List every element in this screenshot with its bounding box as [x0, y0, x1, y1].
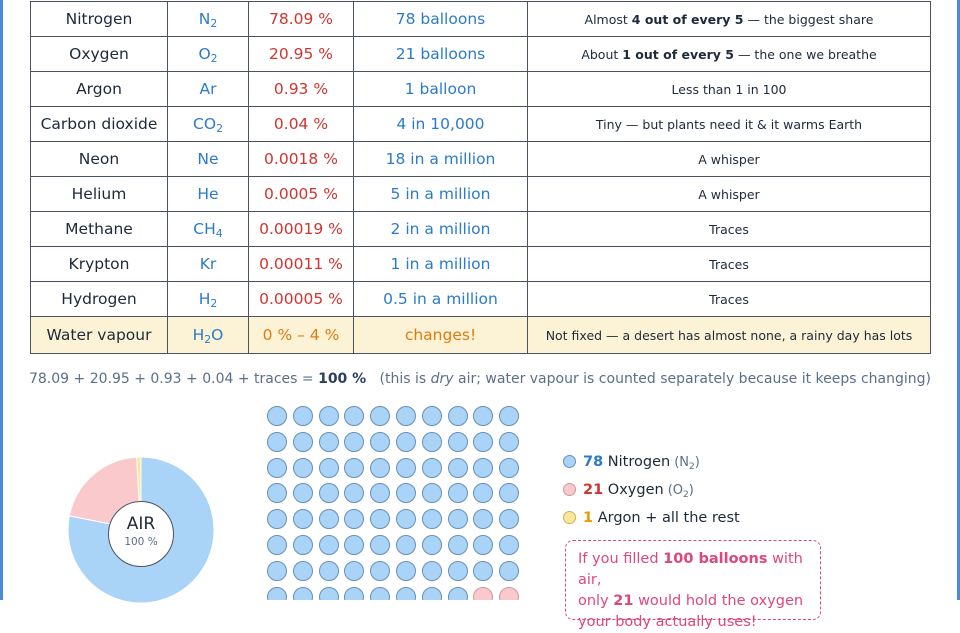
balloon-waffle-grid	[267, 406, 529, 600]
balloon-nitrogen	[422, 406, 442, 426]
balloon-nitrogen	[344, 561, 364, 581]
pie-center	[108, 501, 174, 567]
balloon-nitrogen	[499, 406, 519, 426]
balloon-nitrogen	[319, 483, 339, 503]
balloon-nitrogen	[344, 432, 364, 452]
balloon-nitrogen	[448, 535, 468, 555]
balloon-nitrogen	[499, 535, 519, 555]
balloon-nitrogen	[370, 432, 390, 452]
balloon-nitrogen	[319, 458, 339, 478]
gas-note: Almost 4 out of every 5 — the biggest share	[528, 2, 931, 37]
balloon-nitrogen	[319, 561, 339, 581]
balloon-nitrogen	[448, 458, 468, 478]
balloon-nitrogen	[422, 587, 442, 600]
note-line-1: If you filled 100 balloons with air,	[578, 551, 803, 588]
balloon-nitrogen	[396, 509, 416, 529]
legend-label: Argon + all the rest	[593, 510, 740, 526]
balloon-nitrogen	[370, 458, 390, 478]
table-row	[31, 247, 931, 282]
gas-formula: Kr	[168, 247, 249, 282]
pie-subtitle: 100 %	[124, 536, 158, 548]
gas-percent: 0.0018 %	[249, 142, 354, 177]
gas-formula: $N_2$	[168, 2, 249, 37]
gas-note: A whisper	[528, 177, 931, 212]
balloon-nitrogen	[267, 432, 287, 452]
gas-name: Oxygen	[31, 37, 168, 72]
table-row	[31, 142, 931, 177]
gas-balloons: 0.5 in a million	[354, 282, 528, 317]
balloon-nitrogen	[293, 432, 313, 452]
gas-note: Not fixed — a desert has almost none, a rainy day has lots	[528, 317, 931, 354]
balloon-nitrogen	[473, 509, 493, 529]
balloon-nitrogen	[267, 458, 287, 478]
balloon-nitrogen	[499, 432, 519, 452]
balloon-nitrogen	[267, 406, 287, 426]
gas-note: About 1 out of every 5 — the one we breathe	[528, 37, 931, 72]
balloon-nitrogen	[293, 561, 313, 581]
legend-count: 78	[583, 454, 604, 470]
table-row	[31, 37, 931, 72]
balloon-nitrogen	[293, 587, 313, 600]
balloon-nitrogen	[344, 483, 364, 503]
balloon-nitrogen	[267, 483, 287, 503]
balloon-oxygen	[499, 587, 519, 600]
balloon-nitrogen	[396, 432, 416, 452]
balloon-nitrogen	[448, 509, 468, 529]
table-row	[31, 2, 931, 37]
gas-percent: 0.04 %	[249, 107, 354, 142]
balloon-nitrogen	[370, 509, 390, 529]
other-swatch-icon	[563, 511, 576, 524]
balloon-nitrogen	[473, 535, 493, 555]
balloon-nitrogen	[422, 509, 442, 529]
gas-balloons: 78 balloons	[354, 2, 528, 37]
oxygen-swatch-icon	[563, 483, 576, 496]
gas-name: Helium	[31, 177, 168, 212]
balloon-nitrogen	[370, 535, 390, 555]
balloon-nitrogen	[448, 483, 468, 503]
gas-formula: $H_2$	[168, 282, 249, 317]
legend	[563, 451, 740, 535]
gas-name: Hydrogen	[31, 282, 168, 317]
balloon-nitrogen	[473, 561, 493, 581]
balloon-nitrogen	[344, 509, 364, 529]
pie-title: AIR	[126, 514, 156, 534]
balloon-nitrogen	[319, 509, 339, 529]
table-row	[31, 317, 931, 354]
note-line-3: your body actually uses!	[578, 614, 757, 630]
gas-formula: Ne	[168, 142, 249, 177]
gas-percent: 0.00019 %	[249, 212, 354, 247]
gas-balloons: 5 in a million	[354, 177, 528, 212]
gas-table	[30, 1, 931, 354]
balloon-nitrogen	[499, 509, 519, 529]
table-row	[31, 177, 931, 212]
gas-balloons: 18 in a million	[354, 142, 528, 177]
gas-name: Krypton	[31, 247, 168, 282]
gas-name: Argon	[31, 72, 168, 107]
balloon-nitrogen	[396, 406, 416, 426]
balloon-nitrogen	[473, 406, 493, 426]
legend-item-oxygen	[563, 479, 740, 507]
balloon-nitrogen	[293, 406, 313, 426]
balloon-nitrogen	[370, 587, 390, 600]
balloon-nitrogen	[448, 587, 468, 600]
nitrogen-swatch-icon	[563, 455, 576, 468]
gas-percent: 0.93 %	[249, 72, 354, 107]
legend-formula: $(O_2)$	[667, 483, 694, 500]
sum-remark-b: air; water vapour is counted separately because it keeps changing)	[453, 371, 932, 387]
gas-percent: 0.00011 %	[249, 247, 354, 282]
gas-balloons: 4 in 10,000	[354, 107, 528, 142]
balloon-nitrogen	[396, 458, 416, 478]
balloon-nitrogen	[319, 587, 339, 600]
balloon-nitrogen	[473, 432, 493, 452]
sum-total: 100 %	[318, 371, 367, 387]
sum-line	[0, 371, 960, 387]
gas-note: Traces	[528, 212, 931, 247]
gas-note: Traces	[528, 247, 931, 282]
gas-name: Nitrogen	[31, 2, 168, 37]
balloon-nitrogen	[267, 509, 287, 529]
balloon-nitrogen	[448, 406, 468, 426]
page-frame-left	[0, 0, 3, 600]
gas-note: Traces	[528, 282, 931, 317]
gas-percent: 20.95 %	[249, 37, 354, 72]
balloon-nitrogen	[422, 432, 442, 452]
sum-equation: 78.09 + 20.95 + 0.93 + 0.04 + traces =	[28, 371, 319, 387]
balloon-nitrogen	[473, 483, 493, 503]
gas-percent: 0.00005 %	[249, 282, 354, 317]
balloon-nitrogen	[267, 535, 287, 555]
balloon-nitrogen	[293, 458, 313, 478]
balloon-nitrogen	[422, 535, 442, 555]
sum-remark-em: dry	[430, 371, 454, 387]
balloon-nitrogen	[319, 432, 339, 452]
gas-formula: Ar	[168, 72, 249, 107]
oxygen-note-box	[565, 540, 821, 630]
gas-balloons: changes!	[354, 317, 528, 354]
legend-count: 1	[583, 510, 594, 526]
balloon-nitrogen	[344, 406, 364, 426]
note-line-2: only 21 would hold the oxygen	[578, 593, 804, 609]
gas-name: Carbon dioxide	[31, 107, 168, 142]
gas-name: Neon	[31, 142, 168, 177]
gas-note: Tiny — but plants need it & it warms Earth	[528, 107, 931, 142]
balloon-nitrogen	[396, 535, 416, 555]
balloon-nitrogen	[473, 458, 493, 478]
balloon-nitrogen	[344, 587, 364, 600]
table-row	[31, 212, 931, 247]
gas-formula: $H_2O$	[168, 317, 249, 354]
gas-name: Methane	[31, 212, 168, 247]
balloon-nitrogen	[319, 406, 339, 426]
balloon-nitrogen	[370, 561, 390, 581]
gas-formula: He	[168, 177, 249, 212]
balloon-nitrogen	[370, 406, 390, 426]
gas-formula: $O_2$	[168, 37, 249, 72]
gas-name: Water vapour	[31, 317, 168, 354]
balloon-nitrogen	[267, 587, 287, 600]
table-row	[31, 282, 931, 317]
balloon-nitrogen	[344, 458, 364, 478]
gas-formula: $CH_4$	[168, 212, 249, 247]
gas-note: Less than 1 in 100	[528, 72, 931, 107]
legend-item-other	[563, 507, 740, 535]
balloon-nitrogen	[422, 483, 442, 503]
balloon-nitrogen	[293, 509, 313, 529]
gas-balloons: 1 in a million	[354, 247, 528, 282]
legend-label: Oxygen	[603, 482, 664, 498]
balloon-nitrogen	[319, 535, 339, 555]
balloon-nitrogen	[344, 535, 364, 555]
gas-percent: 78.09 %	[249, 2, 354, 37]
balloon-nitrogen	[499, 561, 519, 581]
gas-percent: 0.0005 %	[249, 177, 354, 212]
balloon-nitrogen	[499, 483, 519, 503]
gas-percent: 0 % – 4 %	[249, 317, 354, 354]
balloon-nitrogen	[422, 458, 442, 478]
legend-label: Nitrogen	[603, 454, 671, 470]
legend-formula: $(N_2)$	[674, 455, 700, 472]
balloon-nitrogen	[499, 458, 519, 478]
balloon-nitrogen	[448, 432, 468, 452]
gas-formula: $CO_2$	[168, 107, 249, 142]
balloon-nitrogen	[267, 561, 287, 581]
balloon-nitrogen	[422, 561, 442, 581]
balloon-nitrogen	[396, 561, 416, 581]
table-row	[31, 72, 931, 107]
legend-count: 21	[583, 482, 604, 498]
balloon-nitrogen	[396, 587, 416, 600]
balloon-nitrogen	[293, 535, 313, 555]
gas-balloons: 21 balloons	[354, 37, 528, 72]
gas-balloons: 2 in a million	[354, 212, 528, 247]
gas-balloons: 1 balloon	[354, 72, 528, 107]
sum-remark-a: (this is	[366, 371, 431, 387]
balloon-nitrogen	[396, 483, 416, 503]
balloon-nitrogen	[293, 483, 313, 503]
gas-note: A whisper	[528, 142, 931, 177]
legend-item-nitrogen	[563, 451, 740, 479]
balloon-nitrogen	[370, 483, 390, 503]
balloon-oxygen	[473, 587, 493, 600]
balloon-nitrogen	[448, 561, 468, 581]
table-row	[31, 107, 931, 142]
